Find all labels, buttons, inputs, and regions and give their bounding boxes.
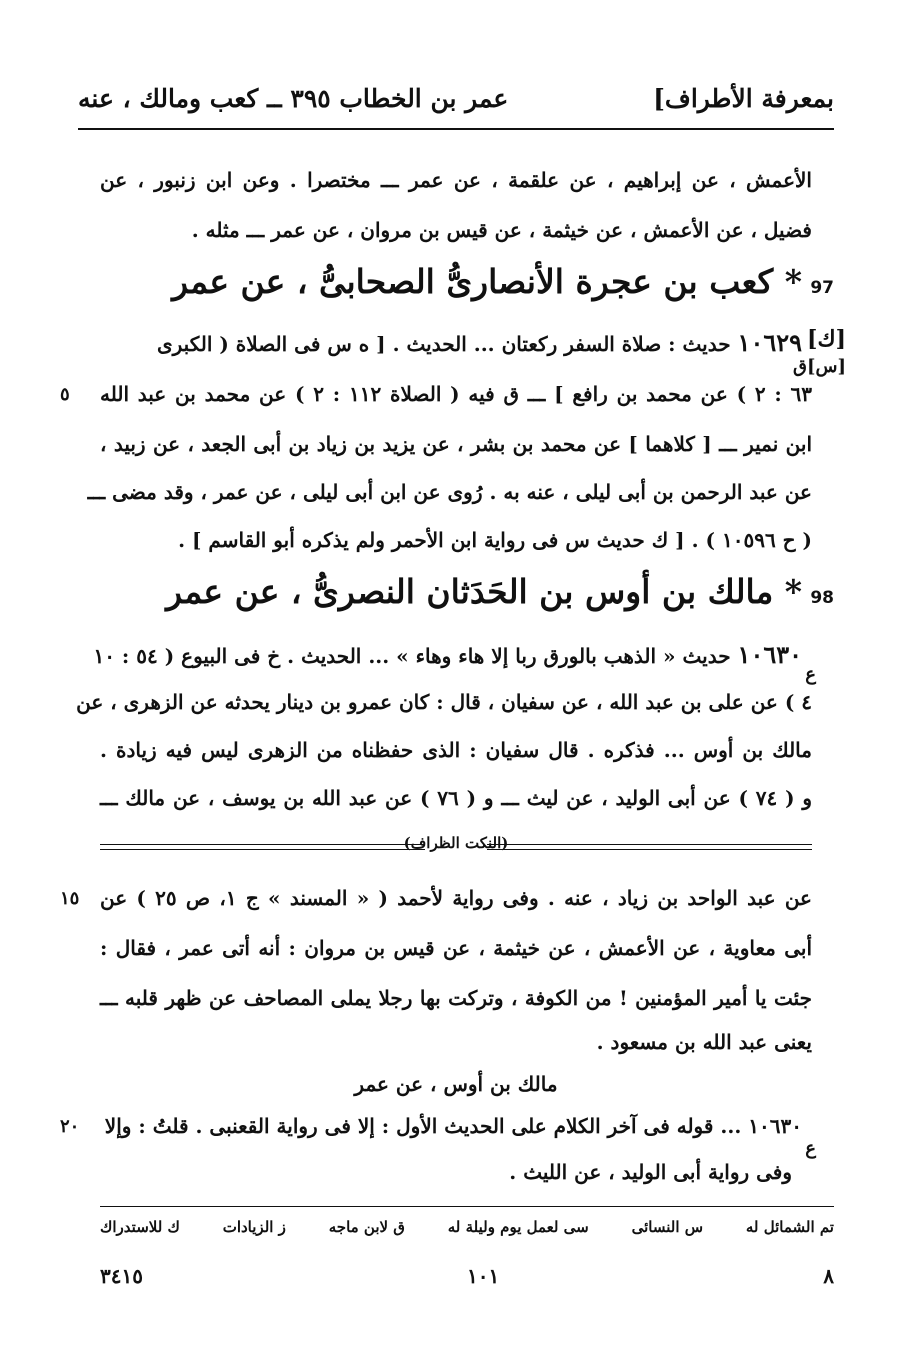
- divider-rule: [100, 844, 425, 850]
- section-title: * مالك بن أوس بن الحَدَثان النصرىُّ ، عن عمر: [166, 572, 802, 611]
- legend-item: ك للاستدراك: [100, 1218, 180, 1236]
- legend-item: ق لابن ماجه: [328, 1218, 405, 1236]
- entry-number: ١٠٦٣٠: [737, 640, 802, 669]
- legend-item: س النسائى: [631, 1218, 704, 1236]
- intro-line: فضيل ، عن الأعمش ، عن خيثمة ، عن قيس بن مروان ، عن عمر ـــ مثله .: [191, 218, 812, 242]
- note-line: أبى معاوية ، عن الأعمش ، عن خيثمة ، عن قيس بن مروان : أنه أتى عمر ، فقال :: [100, 936, 812, 960]
- header-rule: [78, 128, 834, 130]
- hadith-line: ابن نمير ـــ [ كلاهما ] عن محمد بن بشر ، عن يزيد بن زياد بن أبى الجعد ، عن زبيد ،: [100, 432, 812, 456]
- footer-right-number: ٨: [823, 1264, 834, 1288]
- margin-line-number: ٥: [60, 384, 70, 405]
- section-number: 98: [810, 588, 834, 608]
- legend-item: سى لعمل يوم وليلة له: [447, 1218, 589, 1236]
- running-header: [78, 78, 834, 118]
- header-left: عمر بن الخطاب ٣٩٥ ــ كعب ومالك ، عنه: [78, 83, 509, 113]
- hadith-line: ( ح ١٠٥٩٦ ) . [ ك حديث س فى رواية ابن الأحمر ولم يذكره أبو القاسم ] .: [178, 528, 812, 552]
- note-line: جئت يا أمير المؤمنين ! من الكوفة ، وتركت بها رجلا يملى المصاحف عن ظهر قلبه ـــ: [100, 986, 812, 1010]
- hadith-line: مالك بن أوس ... فذكره . قال سفيان : الذى حفظناه من الزهرى ليس فيه زيادة .: [100, 738, 812, 762]
- legend-item: تم الشمائل له: [745, 1218, 834, 1236]
- notes-sub-heading: مالك بن أوس ، عن عمر: [354, 1072, 558, 1096]
- source-mark: ع: [805, 664, 816, 685]
- footer-left-number: ٣٤١٥: [100, 1264, 143, 1288]
- hadith-line: عن عبد الرحمن بن أبى ليلى ، عنه به . رُوى عن ابن أبى ليلى ، عن عمر ، وقد مضى ـــ: [87, 480, 812, 504]
- divider-label: (النكت الظراف): [403, 834, 509, 852]
- source-mark: ع: [805, 1138, 816, 1159]
- notes-divider: [100, 836, 812, 858]
- hadith-line: [78, 328, 802, 357]
- hadith-line: و ( ٧٤ ) عن أبى الوليد ، عن ليث ـــ و ( ٧٦ ) عن عبد الله بن يوسف ، عن مالك ـــ: [100, 786, 813, 810]
- hadith-text: حديث « الذهب بالورق ربا إلا هاء وهاء » ... الحديث . خ فى البيوع ( ٥٤ : ١٠: [93, 644, 731, 668]
- intro-line: الأعمش ، عن إبراهيم ، عن علقمة ، عن عمر ـــ مختصرا . وعن ابن زنبور ، عن: [100, 168, 812, 192]
- source-mark: [س]ق: [793, 356, 846, 377]
- footer-rule: [100, 1206, 834, 1207]
- abbreviation-legend: [100, 1218, 834, 1236]
- entry-number: ١٠٦٢٩: [737, 328, 802, 357]
- hadith-line: ٦٣ : ٢ ) عن محمد بن رافع ] ـــ ق فيه ( الصلاة ١١٢ : ٢ ) عن محمد بن عبد الله: [100, 382, 813, 406]
- page-number: ١٠١: [467, 1264, 500, 1288]
- section-number: 97: [810, 278, 834, 298]
- note-text: ... قوله فى آخر الكلام على الحديث الأول : إلا فى رواية القعنبى . قلتُ : وإلا: [104, 1114, 742, 1138]
- legend-item: ز الزيادات: [222, 1218, 286, 1236]
- hadith-line: [60, 640, 802, 669]
- margin-line-number: ١٥: [60, 888, 80, 909]
- header-right: بمعرفة الأطراف]: [653, 83, 834, 113]
- note-line: [60, 1114, 802, 1138]
- section-title: * كعب بن عجرة الأنصارىُّ الصحابىُّ ، عن عمر: [172, 262, 802, 301]
- hadith-text: حديث : صلاة السفر ركعتان ... الحديث . [ ه س فى الصلاة ( الكبرى: [156, 332, 731, 356]
- note-line: عن عبد الواحد بن زياد ، عنه . وفى رواية لأحمد ( « المسند » ج ١، ص ٢٥ ) عن: [100, 886, 812, 910]
- page-footer: [100, 1264, 834, 1288]
- source-mark: [ك]: [807, 326, 846, 352]
- margin-line-number: ٢٠: [60, 1116, 80, 1137]
- note-line: يعنى عبد الله بن مسعود .: [596, 1030, 812, 1054]
- entry-number: ١٠٦٣٠: [748, 1114, 802, 1138]
- note-line: وفى رواية أبى الوليد ، عن الليث .: [509, 1160, 792, 1184]
- hadith-line: ٤ ) عن على بن عبد الله ، عن سفيان ، قال : كان عمرو بن دينار يحدثه عن الزهرى ، عن: [76, 690, 812, 714]
